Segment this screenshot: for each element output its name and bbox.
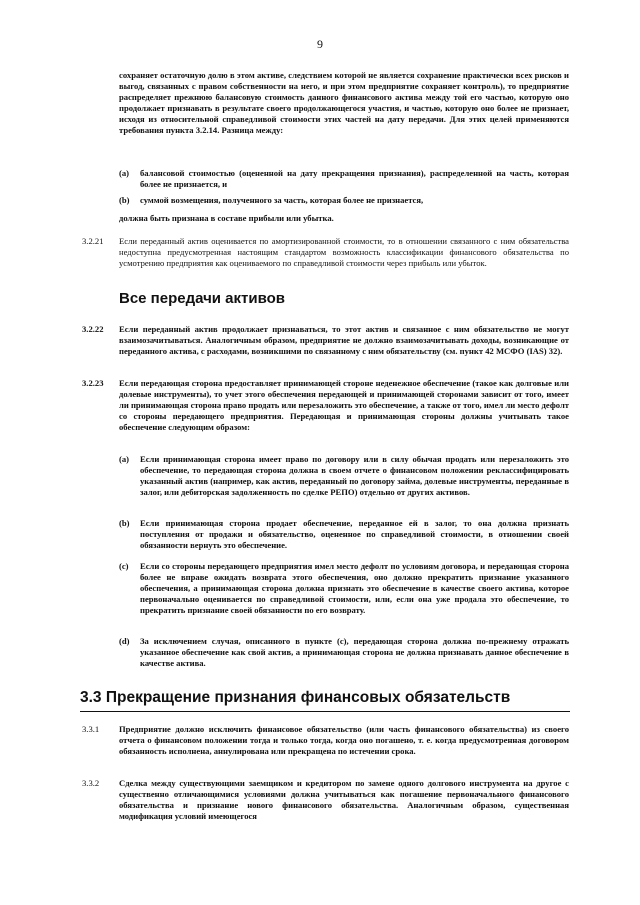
paragraph-3-3-1: Предприятие должно исключить финансовое обязательство (или часть финансового обязательства) из своего отчета о финансовом положении тогда и только тогда, когда оно погашено, т. е. когда предусмотренная договором обязанность исполнена, аннулирована или прекращена по истечении срока. (119, 724, 569, 756)
item-d-text: За исключением случая, описанного в пункте (c), передающая сторона должна по-прежнему отражать указанное обеспечение как свой актив, а принимающая сторона не должна признавать данное обеспечение в качестве актива. (140, 636, 569, 668)
paragraph-number-3-3-2: 3.3.2 (82, 778, 100, 788)
section-underline (80, 711, 570, 712)
intro-item-a-text: балансовой стоимостью (оцененной на дату прекращения признания), распределенной на часть, которая более не признается, и (140, 168, 569, 189)
heading-all-transfers: Все передачи активов (119, 290, 286, 307)
paragraph-3-2-23: Если передающая сторона предоставляет принимающей стороне неденежное обеспечение (такое как долговые или долевые инструменты), то учет этого обеспечения передающей и принимающей сторонами зависит от того, имеет ли принимающая сторона право продать или перезаложить это обеспечение, а также от того, имел ли место дефолт со стороны передающего предприятия. Передающая и принимающая стороны должны учитывать такое обеспечение следующим образом: (119, 378, 569, 432)
paragraph-number-3-3-1: 3.3.1 (82, 724, 100, 734)
paragraph-number-3-2-21: 3.2.21 (82, 236, 104, 246)
section-heading-3-3: 3.3 Прекращение признания финансовых обязательств (80, 689, 511, 706)
intro-item-a-label: (a) (119, 168, 130, 178)
item-a-label: (a) (119, 454, 130, 464)
intro-item-b-text: суммой возмещения, полученного за часть, которая более не признается, (140, 195, 424, 205)
item-d-label: (d) (119, 636, 130, 646)
paragraph-3-2-22: Если переданный актив продолжает признаваться, то этот актив и связанное с ним обязательство не могут взаимозачитываться. Аналогичным образом, предприятие не должно взаимозачитывать доходы, возникающие от переданного актива, с расходами, возникшими по связанному с ним обязательству (см. пункт 42 МСФО (IAS) 32). (119, 324, 569, 356)
page-number: 9 (317, 37, 323, 51)
paragraph-3-2-21: Если переданный актив оценивается по амортизированной стоимости, то в отношении связанного с ним обязательства недоступна предусмотренная настоящим стандартом возможность классификации финансового обязательства по усмотрению предприятия как оцениваемого по справедливой стоимости через прибыль или убыток. (119, 236, 569, 268)
paragraph-number-3-2-22: 3.2.22 (82, 324, 104, 334)
item-b-label: (b) (119, 518, 130, 528)
item-a-text: Если принимающая сторона имеет право по договору или в силу обычая продать или перезаложить это обеспечение, то передающая сторона должна в своем отчете о финансовом положении реклассифицировать указанный актив (например, как актив, переданный по договору займа, долевые инструменты, переданные в залог, или дебиторская задолженность по сделке РЕПО) отдельно от других активов. (140, 454, 569, 497)
item-c-label: (c) (119, 561, 129, 571)
paragraph-3-3-2: Сделка между существующими заемщиком и кредитором по замене одного долгового инструмента на другое с существенно отличающимися условиями должна учитываться как погашение первоначального финансового обязательства и признание нового финансового обязательства. Аналогичным образом, существенная модификация условий имеющегося (119, 778, 569, 821)
intro-closing: должна быть признана в составе прибыли или убытка. (119, 213, 334, 223)
intro-item-b-label: (b) (119, 195, 130, 205)
item-c-text: Если со стороны передающего предприятия имел место дефолт по условиям договора, и передающая сторона более не вправе ожидать возврата этого обеспечения, оно должно прекратить признание указанного обеспечения, а принимающая сторона должна признать это обеспечение в качестве своего актива, которое первоначально оценивается по справедливой стоимости, или, если она уже продала это обеспечение, то прекратить признание своей обязанности по его возврату. (140, 561, 569, 615)
item-b-text: Если принимающая сторона продает обеспечение, переданное ей в залог, то она должна признать поступления от продажи и обязательство, оцененное по справедливой стоимости, в отношении своей обязанности вернуть это обеспечение. (140, 518, 569, 550)
paragraph-number-3-2-23: 3.2.23 (82, 378, 104, 388)
intro-paragraph: сохраняет остаточную долю в этом активе, следствием которой не является сохранение практически всех рисков и выгод, связанных с правом собственности на него, и при этом предприятие сохраняет контроль), то предприятие распределяет прежнюю балансовую стоимость данного финансового актива между той его частью, которую оно продолжает признавать в результате своего продолжающегося участия, и частью, которую оно более не признает, исходя из относительной справедливой стоимости этих частей на дату передачи. Для этих целей применяются требования пункта 3.2.14. Разница между: (119, 70, 569, 135)
